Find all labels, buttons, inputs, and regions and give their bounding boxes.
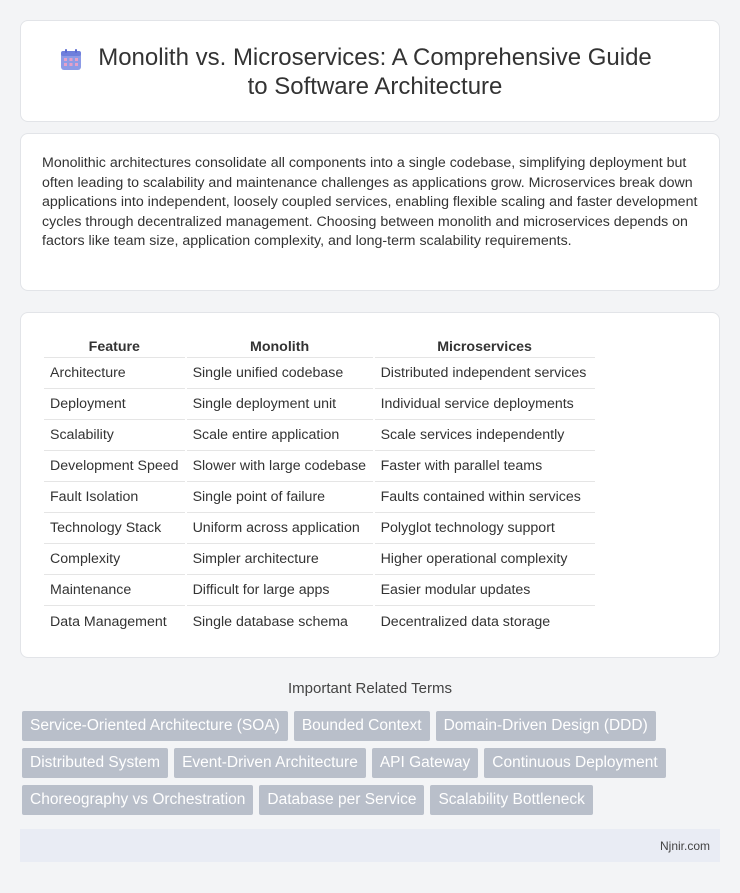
table-row <box>44 420 595 451</box>
cell-monolith: Single database schema <box>192 613 348 630</box>
tag-bounded-context[interactable]: Bounded Context <box>294 711 430 741</box>
cell-monolith: Slower with large codebase <box>187 451 373 482</box>
tag-row <box>22 711 722 741</box>
tag-row <box>22 785 722 815</box>
tag-event-driven-architecture[interactable]: Event-Driven Architecture <box>174 748 366 778</box>
title-card <box>20 20 720 122</box>
cell-monolith: Scale entire application <box>187 420 373 451</box>
cell-feature: Deployment <box>44 389 185 420</box>
table-row <box>44 451 595 482</box>
page-title: Monolith vs. Microservices: A Comprehensive Guide to Software Architecture <box>98 44 652 100</box>
cell-feature: Fault Isolation <box>44 482 185 513</box>
cell-monolith: Simpler architecture <box>187 544 373 575</box>
comparison-table-card <box>20 312 720 658</box>
cell-feature: Maintenance <box>44 575 185 606</box>
cell-monolith: Single deployment unit <box>187 389 373 420</box>
table-row <box>44 358 595 389</box>
table-row <box>44 513 595 544</box>
table-header-row <box>44 333 595 358</box>
column-header-microservices: Microservices <box>375 333 595 358</box>
cell-microservices: Faults contained within services <box>375 482 595 513</box>
cell-microservices: Polyglot technology support <box>375 513 595 544</box>
cell-microservices: Distributed independent services <box>375 358 595 389</box>
cell-monolith: Difficult for large apps <box>187 575 373 606</box>
cell-feature: Development Speed <box>44 451 185 482</box>
table-row <box>44 544 595 575</box>
column-header-monolith: Monolith <box>187 333 373 358</box>
cell-monolith: Single unified codebase <box>187 358 373 389</box>
tag-soa[interactable]: Service-Oriented Architecture (SOA) <box>22 711 288 741</box>
cell-feature: Technology Stack <box>44 513 185 544</box>
cell-feature: Data Management <box>50 613 167 630</box>
tag-choreography-vs-orchestration[interactable]: Choreography vs Orchestration <box>22 785 253 815</box>
related-terms-tags <box>22 711 722 822</box>
tag-api-gateway[interactable]: API Gateway <box>372 748 478 778</box>
cell-feature: Architecture <box>44 358 185 389</box>
cell-microservices: Individual service deployments <box>375 389 595 420</box>
cell-feature: Scalability <box>44 420 185 451</box>
footer-site-link[interactable]: Njnir.com <box>659 839 710 853</box>
tag-database-per-service[interactable]: Database per Service <box>259 785 424 815</box>
tag-row <box>22 748 722 778</box>
column-header-feature: Feature <box>44 333 185 358</box>
comparison-table <box>42 333 597 637</box>
tag-distributed-system[interactable]: Distributed System <box>22 748 168 778</box>
footer <box>20 829 720 862</box>
related-terms-heading: Important Related Terms <box>288 680 452 697</box>
cell-monolith: Single point of failure <box>187 482 373 513</box>
intro-paragraph: Monolithic architectures consolidate all components into a single codebase, simplifying deployment but often leading to scalability and maintenance challenges as applications grow. Microservices break down applications into independent, loosely coupled services, enabling flexible scaling and faster development cycles through decentralized management. Choosing between monolith and microservices depends on factors like team size, application complexity, and long-term scalability requirements. <box>42 155 698 250</box>
cell-microservices: Faster with parallel teams <box>375 451 595 482</box>
table-row <box>44 482 595 513</box>
cell-microservices: Decentralized data storage <box>380 613 551 630</box>
cell-feature: Complexity <box>44 544 185 575</box>
cell-monolith: Uniform across application <box>187 513 373 544</box>
cell-microservices: Higher operational complexity <box>375 544 595 575</box>
tag-continuous-deployment[interactable]: Continuous Deployment <box>484 748 665 778</box>
table-row <box>44 606 595 637</box>
table-row <box>44 389 595 420</box>
tag-ddd[interactable]: Domain-Driven Design (DDD) <box>436 711 656 741</box>
table-row <box>44 575 595 606</box>
cell-microservices: Easier modular updates <box>375 575 595 606</box>
cell-microservices: Scale services independently <box>375 420 595 451</box>
intro-card <box>20 133 720 291</box>
tag-scalability-bottleneck[interactable]: Scalability Bottleneck <box>430 785 592 815</box>
